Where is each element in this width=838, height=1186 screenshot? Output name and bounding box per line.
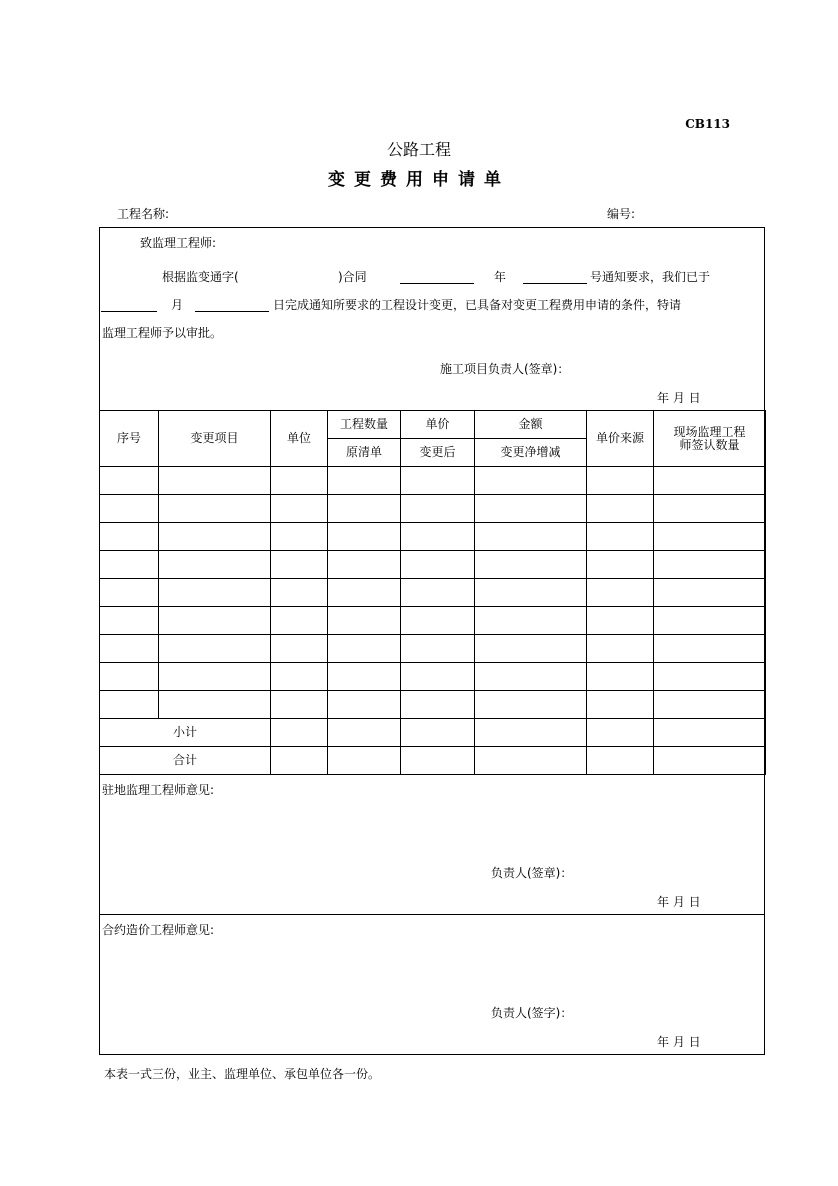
project-name-label: 工程名称: [117,207,170,221]
table-row [100,663,766,691]
table-row [100,635,766,663]
header-after-change: 变更后 [401,439,475,467]
cost-signer: 负责人(签字)： [491,1006,573,1020]
request-text-3: 年 [494,270,507,284]
section-divider [99,914,765,915]
form-title-line1: 公路工程 [386,140,451,159]
header-confirmed-quantity: 现场监理工程师签认数量 [654,411,766,467]
serial-number-label: 编号: [607,207,636,221]
request-date: 年 月 日 [657,391,701,405]
footnote: 本表一式三份，业主、监理单位、承包单位各一份。 [104,1067,381,1081]
resident-signer: 负责人(签章)： [491,866,573,880]
subtotal-label: 小计 [100,719,271,747]
contractor-signer: 施工项目负责人(签章)： [440,362,570,376]
header-amount: 金额 [475,411,587,439]
request-text-6: 日完成通知所要求的工程设计变更，已具备对变更工程费用申请的条件，特请 [273,298,682,312]
request-text-7: 监理工程师予以审批。 [102,326,223,340]
header-net-change: 变更净增减 [475,439,587,467]
header-quantity: 工程数量 [328,411,401,439]
form-code: CB113 [685,117,730,131]
request-text-5: 月 [171,298,184,312]
resident-engineer-opinion-label: 驻地监理工程师意见: [102,783,215,797]
total-label: 合计 [100,747,271,775]
day-blank[interactable] [195,311,269,312]
header-price-source: 单价来源 [587,411,654,467]
cost-date: 年 月 日 [657,1035,701,1049]
request-text-2: )合同 [338,270,367,284]
header-original-list: 原清单 [328,439,401,467]
table-row [100,579,766,607]
resident-date: 年 月 日 [657,895,701,909]
table-row [100,523,766,551]
addressee: 致监理工程师: [140,236,217,250]
contract-number-blank[interactable] [400,283,474,284]
subtotal-row [100,719,766,747]
total-row [100,747,766,775]
header-seq: 序号 [100,411,159,467]
header-unit: 单位 [271,411,328,467]
cost-table [99,410,766,775]
notice-number-blank[interactable] [523,283,587,284]
table-row [100,467,766,495]
form-title: 变更费用申请单 [328,170,510,190]
table-row [100,691,766,719]
header-item: 变更项目 [159,411,271,467]
header-unit-price: 单价 [401,411,475,439]
table-row [100,551,766,579]
month-blank[interactable] [101,311,157,312]
request-text-1: 根据监变通字( [162,270,239,284]
table-row [100,495,766,523]
table-row [100,607,766,635]
request-text-4: 号通知要求，我们已于 [590,270,711,284]
cost-engineer-opinion-label: 合约造价工程师意见: [102,923,215,937]
